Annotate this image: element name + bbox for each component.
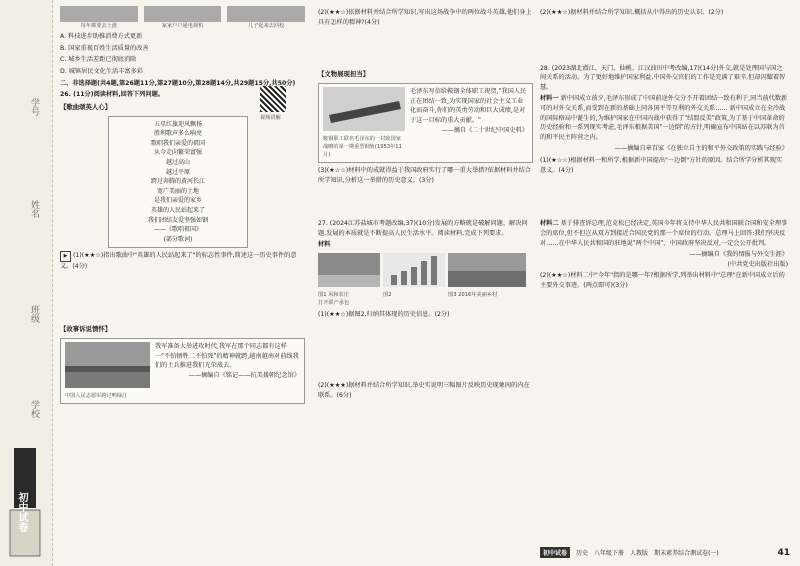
material-1-source: ——摘编自章百家《在独立自主的和平外交政策的实践与经验》 xyxy=(614,145,788,153)
material-label: 材料 xyxy=(318,241,331,249)
song-header: 【歌曲颂英人心】 xyxy=(60,102,112,111)
story-text: 我军准备大举进攻时代,我军在那个同志都有这样一"不怕牺牲二不怕死"的精神就跨,越南越南对前线我们的士兵推进我们光荣战去。 xyxy=(155,342,299,370)
answer-space xyxy=(318,29,533,67)
question-28: 28. (2023湖北潜江、天门、仙桃、江汉油田中考改编,17)(14分)外交,就是处理国与国之间关系的活动。为了更好地维护国家利益,中国外交官们的工作是充满了艰辛,但却闪耀着智慧。 xyxy=(540,64,786,91)
question-26-1-text: (1)(★★☆)指出歌曲中"英雄的人民站起来了"的标志性事件,简述这一历史事件的意义。(4分) xyxy=(60,252,297,271)
answer-space xyxy=(318,321,533,379)
figure-2-caption: 图2 xyxy=(383,291,392,298)
lyric-line: 英雄的人民站起来了 xyxy=(150,206,205,214)
column-right xyxy=(540,6,788,293)
steel-rail-photo xyxy=(323,87,405,131)
question-26-2: (2)(★★☆)依据材料并结合所学知识,写出这场战争中的两位战斗英雄,他们身上具有怎样的精神?(4分) xyxy=(318,9,532,26)
illustration-caption: 家家户户通电视机 xyxy=(161,23,204,29)
story-header: 【故事诉说情怀】 xyxy=(60,324,112,333)
qr-caption: 视频讲解 xyxy=(260,115,281,122)
lyric-line: 五星红旗迎风飘扬 xyxy=(153,120,202,128)
lyric-source: ——《歌唱祖国》 xyxy=(153,226,202,234)
answer-space xyxy=(60,274,305,322)
relic-box xyxy=(318,83,533,163)
lyric-line: 宽广美丽的土地 xyxy=(156,187,199,195)
footer-brand: 初中试卷 xyxy=(540,547,570,558)
qr-code[interactable] xyxy=(260,86,286,112)
relic-header: 【文物展现担当】 xyxy=(318,70,370,79)
top-illustrations xyxy=(60,6,305,30)
lyric-line: 从今走向繁荣富强 xyxy=(153,149,202,157)
student-id-label: 学号 xyxy=(29,98,39,116)
section-heading: 二、非选择题(共4题,第26题11分,第27题10分,第28题14分,共29题15分,共50分) xyxy=(60,79,296,87)
page-footer xyxy=(540,547,790,558)
song-lyrics-box xyxy=(108,116,248,249)
option-b: B. 国家重视百姓生活质量的改善 xyxy=(60,44,149,52)
name-label: 姓名 xyxy=(29,200,39,218)
lyric-line: 跨过奔腾的黄河长江 xyxy=(150,178,205,186)
lyric-line: 越过高山 xyxy=(165,159,190,167)
question-28-1: (1)(★☆☆)根据材料一和所学,根据新中国提出"一边倒"方针的原因。结合所学分析其现实意义。(4分) xyxy=(540,157,783,174)
relic-text: 毛泽东写信给鞍钢全体职工祝贺,"我国人民正在团结一致,为实现国家的社会主义工业化而奋斗,你们的英勇劳动和巨大成绩,是对于这一目标的重大贡献。" xyxy=(410,88,527,124)
material-1-label: 材料一 xyxy=(540,95,559,103)
option-a: A. 科技进步助推消费方式更新 xyxy=(60,33,143,41)
figure-3-photo xyxy=(448,253,526,287)
story-box xyxy=(60,338,305,404)
question-26-3: (3)(★☆☆)材料中的成就得益于我国政府实行了哪一重大举措?依据材料并结合所学知识,分析这一举措的历史意义。(3分) xyxy=(318,166,531,184)
figure-1-caption: 图1 风和农庄 xyxy=(318,291,349,298)
material-2-label: 材料二 xyxy=(540,220,559,228)
option-c: C. 城乡生活差距已彻底消除 xyxy=(60,56,137,64)
question-27-3: (2)(★★☆)据材料并结合所学知识,概括从中得出的历史认识。(2分) xyxy=(540,9,724,16)
question-26: 26. (11分)阅读材料,回答下列问题。 xyxy=(60,91,164,99)
lyric-line: 我们团结友爱坚强如钢 xyxy=(147,216,208,224)
page-number: 41 xyxy=(777,547,790,558)
lyric-line: 胜利歌声多么响亮 xyxy=(153,130,202,138)
question-28-2: (2)(★★☆)材料二中"今年"指的是哪一年?根据所学,列举出材料中"总理"在新中国成立后的主要外交事迹。(两点即可)(3分) xyxy=(540,272,785,289)
column-middle xyxy=(318,6,533,403)
column-left xyxy=(60,6,305,407)
figure-2-chart xyxy=(383,253,445,287)
illustration-3 xyxy=(227,6,305,22)
figure-1-subcaption: 打开联产承包 xyxy=(318,299,350,306)
illustration-2 xyxy=(144,6,222,22)
material-2 xyxy=(540,219,788,248)
illustration-1 xyxy=(60,6,138,22)
school-label: 学校 xyxy=(29,400,39,418)
question-27-1: (1)(★★☆)据图2,归纳其体现的历史信息。(2分) xyxy=(318,310,450,318)
volunteers-crossing-photo xyxy=(65,342,150,388)
answer-space xyxy=(540,177,788,217)
question-26-1 xyxy=(60,251,305,272)
answer-space xyxy=(540,20,788,62)
material-2-source: ——摘编自《我的情报与外交生涯》 xyxy=(689,251,788,259)
answer-space xyxy=(318,187,533,217)
material-1-text: 新中国成立前夕,毛泽东形成了中国前途外交分不开着团结一致有利于,同当前代数新可的对外交关系,而受到在新的基础上同各国平等互利的外交关系…… 新中国成立在全冷战的国际格局中诞生的,为维护国家在中国内战中获得了"结盟反美"政策,为了基于中国革命的历史经验和一系列现实考虑,毛泽东根据美国"一边倒"的方针,明确宣布中国站在以苏联为首的和平民主阵营之内。 xyxy=(540,95,788,141)
lyric-line: 歌唱我们亲爱的祖国 xyxy=(150,139,205,147)
lyric-line: 是我们亲爱的家乡 xyxy=(153,197,202,205)
footer-grade: 八年级下册 xyxy=(594,550,625,557)
photo-caption: 中国人民志愿军跨过鸭绿江 xyxy=(65,392,128,399)
question-27-2: (2)(★★★)据材料并结合所学知识,举史实说明三幅图片反映历史现象间的内在联系。(6分) xyxy=(318,382,530,399)
illustration-caption: 每年都要去上涨 xyxy=(80,23,117,29)
class-label: 班级 xyxy=(29,305,39,323)
illustration-caption: 儿子起来去回校 xyxy=(248,23,285,29)
figure-3-caption: 图3 2016年美丽乡村 xyxy=(448,291,498,298)
audio-icon[interactable]: ▶ xyxy=(60,251,71,262)
story-source: ——摘编自《铭记——抗美援朝纪念馆》 xyxy=(188,371,300,379)
relic-caption: 鞍钢职工联名毛泽东的一封致国家战略的第一期重型钢轨(1953年11月) xyxy=(323,135,402,158)
footer-test: 期末素养综合测试卷(一) xyxy=(654,550,719,557)
lyric-line: 越过平原 xyxy=(165,168,190,176)
brand-text: 初中试卷 xyxy=(16,492,27,532)
figure-1-photo xyxy=(318,253,380,287)
question-27: 27. (2024江苏盐城市考题改编,37)(10分)发展的方略就是破解问题、解决问题,发展的本质就是不断提高人民生活水平。阅读材料,完成下列要求。 xyxy=(318,220,528,237)
footer-subject: 历史 xyxy=(576,550,589,557)
relic-source: ——摘自《二十世纪中国史料》 xyxy=(441,126,528,134)
material-1 xyxy=(540,94,788,142)
material-2-publisher: (中共党史出版社出版) xyxy=(727,260,788,268)
lyric-note: (部分歌词) xyxy=(163,235,193,243)
material-2-text: 基于排查诉总理,范克松已经决定,英国今年将支持中华人民共和国联合国和安全理事会的席位,但不但岂从双方到接近合国民党的那一个席位的行动。总理马上回答:我们坚决反对……在中华人民共和国的驻地说"两个中国"、中国政府坚决反对,一定会公开批判。 xyxy=(540,220,788,247)
material-figures xyxy=(318,253,533,307)
footer-edition: 人教版 xyxy=(630,550,649,557)
option-d: D. 城镇居民文化生活丰富多彩 xyxy=(60,67,143,75)
binding-strip xyxy=(0,0,53,566)
